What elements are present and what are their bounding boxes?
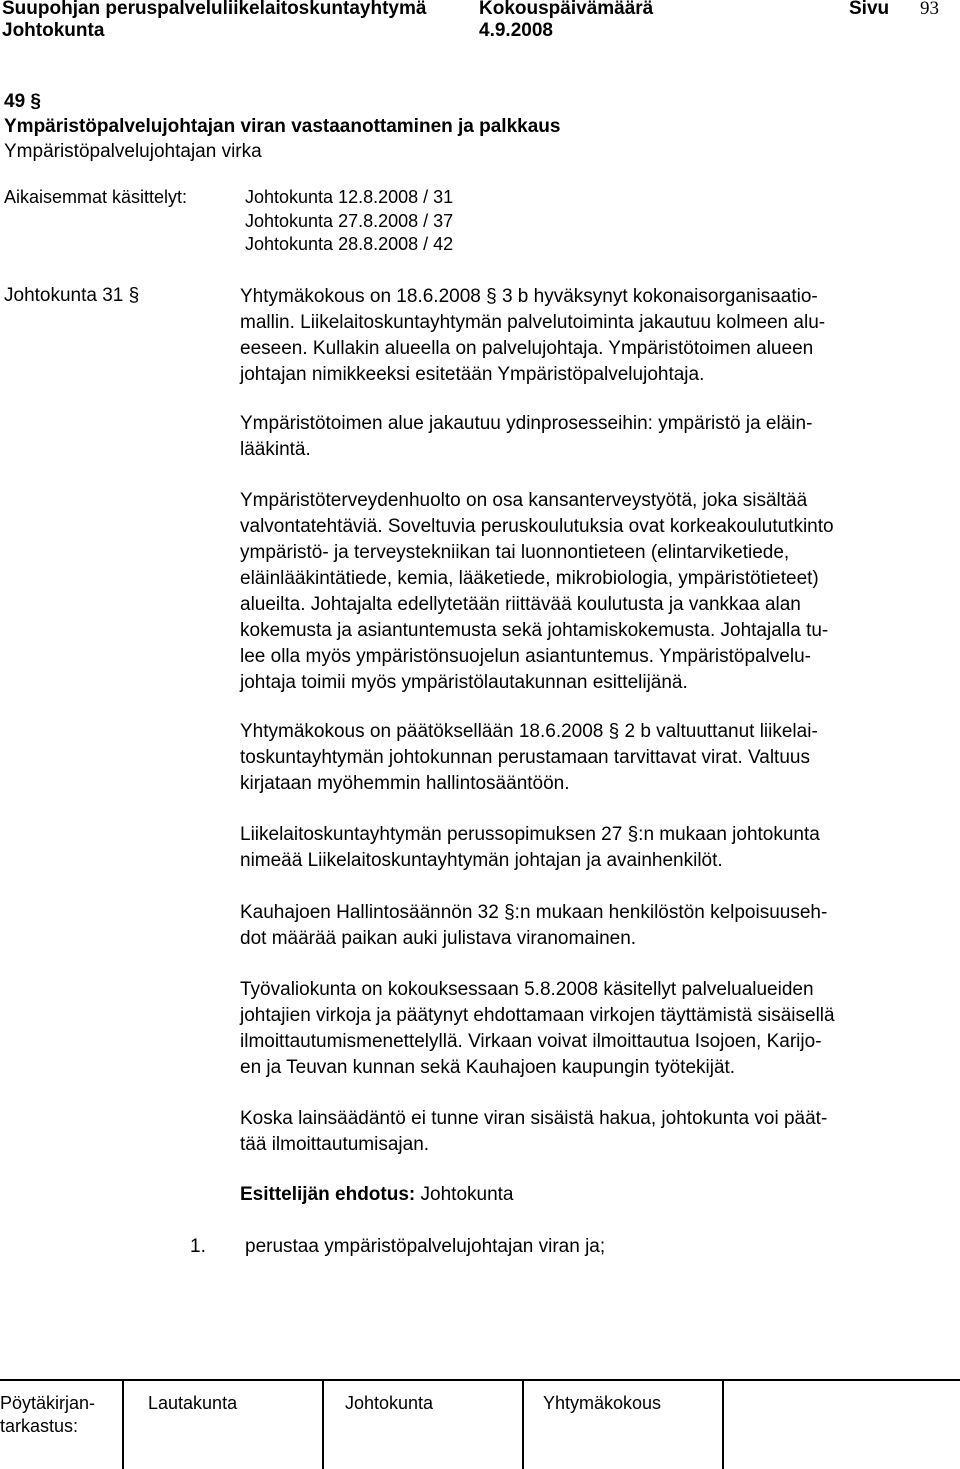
list-item-text: perustaa ympäristöpalvelujohtajan viran ja; [245, 1236, 606, 1257]
previous-item: Johtokunta 12.8.2008 / 31 [245, 187, 454, 207]
paragraph-line: lee olla myös ympäristönsuojelun asiantuntemus. Ympäristöpalvelu- [240, 646, 811, 667]
paragraph-line: ympäristö- ja terveystekniikan tai luonnontieteen (elintarviketiede, [240, 542, 790, 563]
footer-divider [122, 1381, 124, 1469]
list-item-number: 1. [190, 1236, 206, 1257]
paragraph-line: lääkintä. [240, 439, 311, 460]
doc-date: 4.9.2008 [479, 20, 553, 41]
section-title: Ympäristöpalvelujohtajan viran vastaanottaminen ja palkkaus [4, 116, 561, 137]
paragraph [240, 1106, 950, 1158]
paragraph-line: ilmoittautumismenettelyllä. Virkaan voivat ilmoittautua Isojoen, Karijo- [240, 1031, 822, 1052]
paragraph [240, 900, 950, 952]
section-subtitle: Ympäristöpalvelujohtajan virka [4, 141, 262, 162]
footer-check-label: Pöytäkirjan- [0, 1393, 96, 1413]
page-number: 93 [920, 0, 939, 19]
paragraph-line: eläinlääkintätiede, kemia, lääketiede, mikrobiologia, ympäristötieteet) [240, 568, 819, 589]
paragraph [240, 488, 950, 696]
previous-label: Aikaisemmat käsittelyt: [4, 187, 188, 207]
paragraph-line: Koska lainsäädäntö ei tunne viran sisäistä hakua, johtokunta voi päät- [240, 1108, 828, 1129]
paragraph-line: johtaja toimii myös ympäristölautakunnan esittelijänä. [240, 672, 688, 693]
footer-divider [722, 1381, 724, 1469]
page-label: Sivu [849, 0, 890, 19]
paragraph-line: Ympäristötoimen alue jakautuu ydinprosesseihin: ympäristö ja eläin- [240, 413, 813, 434]
paragraph-line: Kauhajoen Hallintosäännön 32 §:n mukaan henkilöstön kelpoisuuseh- [240, 902, 828, 923]
footer-col-johtokunta: Johtokunta [345, 1393, 434, 1413]
paragraph-line: Yhtymäkokous on 18.6.2008 § 3 b hyväksynyt kokonaisorganisaatio- [240, 286, 818, 307]
paragraph-line: kokemusta ja asiantuntemusta sekä johtamiskokemusta. Johtajalla tu- [240, 620, 829, 641]
paragraph [240, 411, 950, 463]
paragraph [240, 977, 950, 1081]
footer-divider [522, 1381, 524, 1469]
paragraph-line: kirjataan myöhemmin hallintosääntöön. [240, 773, 570, 794]
paragraph-line: Ympäristöterveydenhuolto on osa kansanterveystyötä, joka sisältää [240, 490, 808, 511]
paragraph-line: en ja Teuvan kunnan sekä Kauhajoen kaupungin työtekijät. [240, 1057, 736, 1078]
paragraph-line: mallin. Liikelaitoskuntayhtymän palvelutoiminta jakautuu kolmeen alu- [240, 312, 826, 333]
paragraph-line: eeseen. Kullakin alueella on palvelujohtaja. Ympäristötoimen alueen [240, 338, 814, 359]
proposal [240, 1184, 514, 1206]
paragraph-line: Yhtymäkokous on päätöksellään 18.6.2008 § 2 b valtuuttanut liikelai- [240, 721, 818, 742]
paragraph-line: toskuntayhtymän johtokunnan perustamaan tarvittavat virat. Valtuus [240, 747, 810, 768]
paragraph [240, 719, 950, 797]
proposal-who: Johtokunta [420, 1184, 514, 1205]
org-name: Suupohjan peruspalveluliikelaitoskuntayhtymä [2, 0, 427, 19]
proposal-label: Esittelijän ehdotus: [240, 1184, 416, 1205]
paragraph-line: nimeää Liikelaitoskuntayhtymän johtajan ja avainhenkilöt. [240, 850, 723, 871]
paragraph-line: tää ilmoittautumisajan. [240, 1134, 430, 1155]
paragraph-line: valvontatehtäviä. Soveltuvia peruskoulutuksia ovat korkeakoulututkinto [240, 516, 834, 537]
paragraph [240, 284, 950, 388]
footer-check-label: tarkastus: [0, 1416, 79, 1436]
previous-item: Johtokunta 27.8.2008 / 37 [245, 211, 454, 231]
doc-date-label: Kokouspäivämäärä [479, 0, 654, 19]
footer-col-yhtymakokous: Yhtymäkokous [543, 1393, 662, 1413]
previous-item: Johtokunta 28.8.2008 / 42 [245, 234, 454, 254]
paragraph-line: alueilta. Johtajalta edellytetään riittävää koulutusta ja vankkaa alan [240, 594, 801, 615]
paragraph-line: johtajan nimikkeeksi esitetään Ympäristöpalvelujohtaja. [240, 364, 705, 385]
paragraph-line: johtajien virkoja ja päätynyt ehdottamaan virkojen täyttämistä sisäisellä [240, 1005, 835, 1026]
item-reference: Johtokunta 31 § [4, 285, 140, 306]
footer-rule [0, 1379, 960, 1381]
body-name: Johtokunta [2, 20, 105, 41]
paragraph-line: Liikelaitoskuntayhtymän perussopimuksen 27 §:n mukaan johtokunta [240, 824, 820, 845]
paragraph-line: Työvaliokunta on kokouksessaan 5.8.2008 käsitellyt palvelualueiden [240, 979, 814, 1000]
footer-divider [322, 1381, 324, 1469]
footer-col-lautakunta: Lautakunta [148, 1393, 238, 1413]
paragraph-line: dot määrää paikan auki julistava viranomainen. [240, 928, 637, 949]
paragraph [240, 822, 950, 874]
section-number: 49 § [4, 91, 41, 112]
